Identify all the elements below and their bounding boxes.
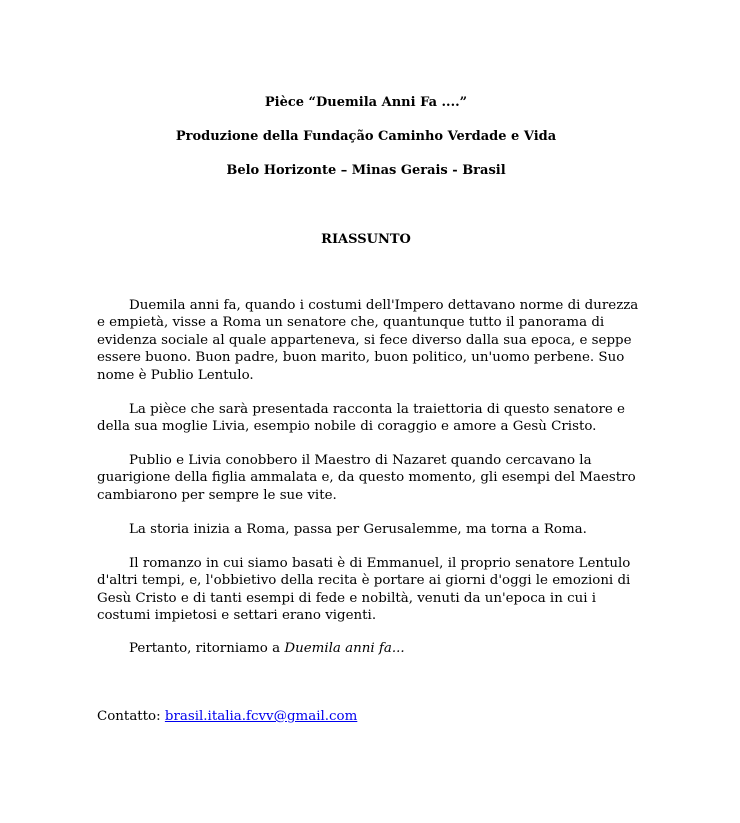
paragraph-1 bbox=[97, 297, 642, 384]
closing-italic-title: Duemila anni fa... bbox=[284, 641, 405, 656]
paragraph-5-text: Il romanzo in cui siamo basati è di Emmanuel, il proprio senatore Lentulo d'altri tempi, e, l'obbietivo della recita è portare ai giorni d'oggi le emozioni di Gesù Cristo e di tanti esempi di fede e nobiltà, venuti da un'epoca in cui i costumi impietosi e settari erano vigenti. bbox=[97, 556, 631, 624]
paragraph-4 bbox=[97, 521, 642, 538]
paragraph-1-text: Duemila anni fa, quando i costumi dell'Impero dettavano norme di durezza e empietà, visse a Roma un senatore che, quantunque tutto il panorama di evidenza sociale al quale apparteneva, si fece diverso dalla sua epoca, e seppe essere buono. Buon padre, buon marito, buon politico, un'uomo perbene. Suo nome è Publio Lentulo. bbox=[97, 298, 639, 383]
paragraph-4-text: La storia inizia a Roma, passa per Gerusalemme, ma torna a Roma. bbox=[129, 522, 587, 537]
closing-paragraph bbox=[97, 640, 642, 657]
section-title: RIASSUNTO bbox=[321, 232, 411, 247]
paragraph-3 bbox=[97, 452, 642, 504]
header-location: Belo Horizonte – Minas Gerais - Brasil bbox=[226, 163, 506, 178]
header-title: Pièce “Duemila Anni Fa ....” bbox=[264, 95, 468, 110]
paragraph-5 bbox=[97, 555, 642, 625]
paragraph-2-text: La pièce che sarà presentada racconta la traiettoria di questo senatore e della sua moglie Livia, esempio nobile di coraggio e amore a Gesù Cristo. bbox=[97, 402, 625, 435]
closing-text: Pertanto, ritorniamo a bbox=[129, 641, 285, 656]
paragraph-3-text: Publio e Livia conobbero il Maestro di Nazaret quando cercavano la guarigione della figlia ammalata e, da questo momento, gli esempi del Maestro cambiarono per sempre le sue vite. bbox=[97, 453, 636, 503]
contact-email-link[interactable]: brasil.italia.fcvv@gmail.com bbox=[164, 709, 358, 724]
contact-label: Contatto: bbox=[97, 709, 165, 724]
paragraph-2 bbox=[97, 401, 642, 436]
contact-line bbox=[97, 708, 357, 725]
header-producer: Produzione della Fundação Caminho Verdade e Vida bbox=[175, 129, 557, 144]
